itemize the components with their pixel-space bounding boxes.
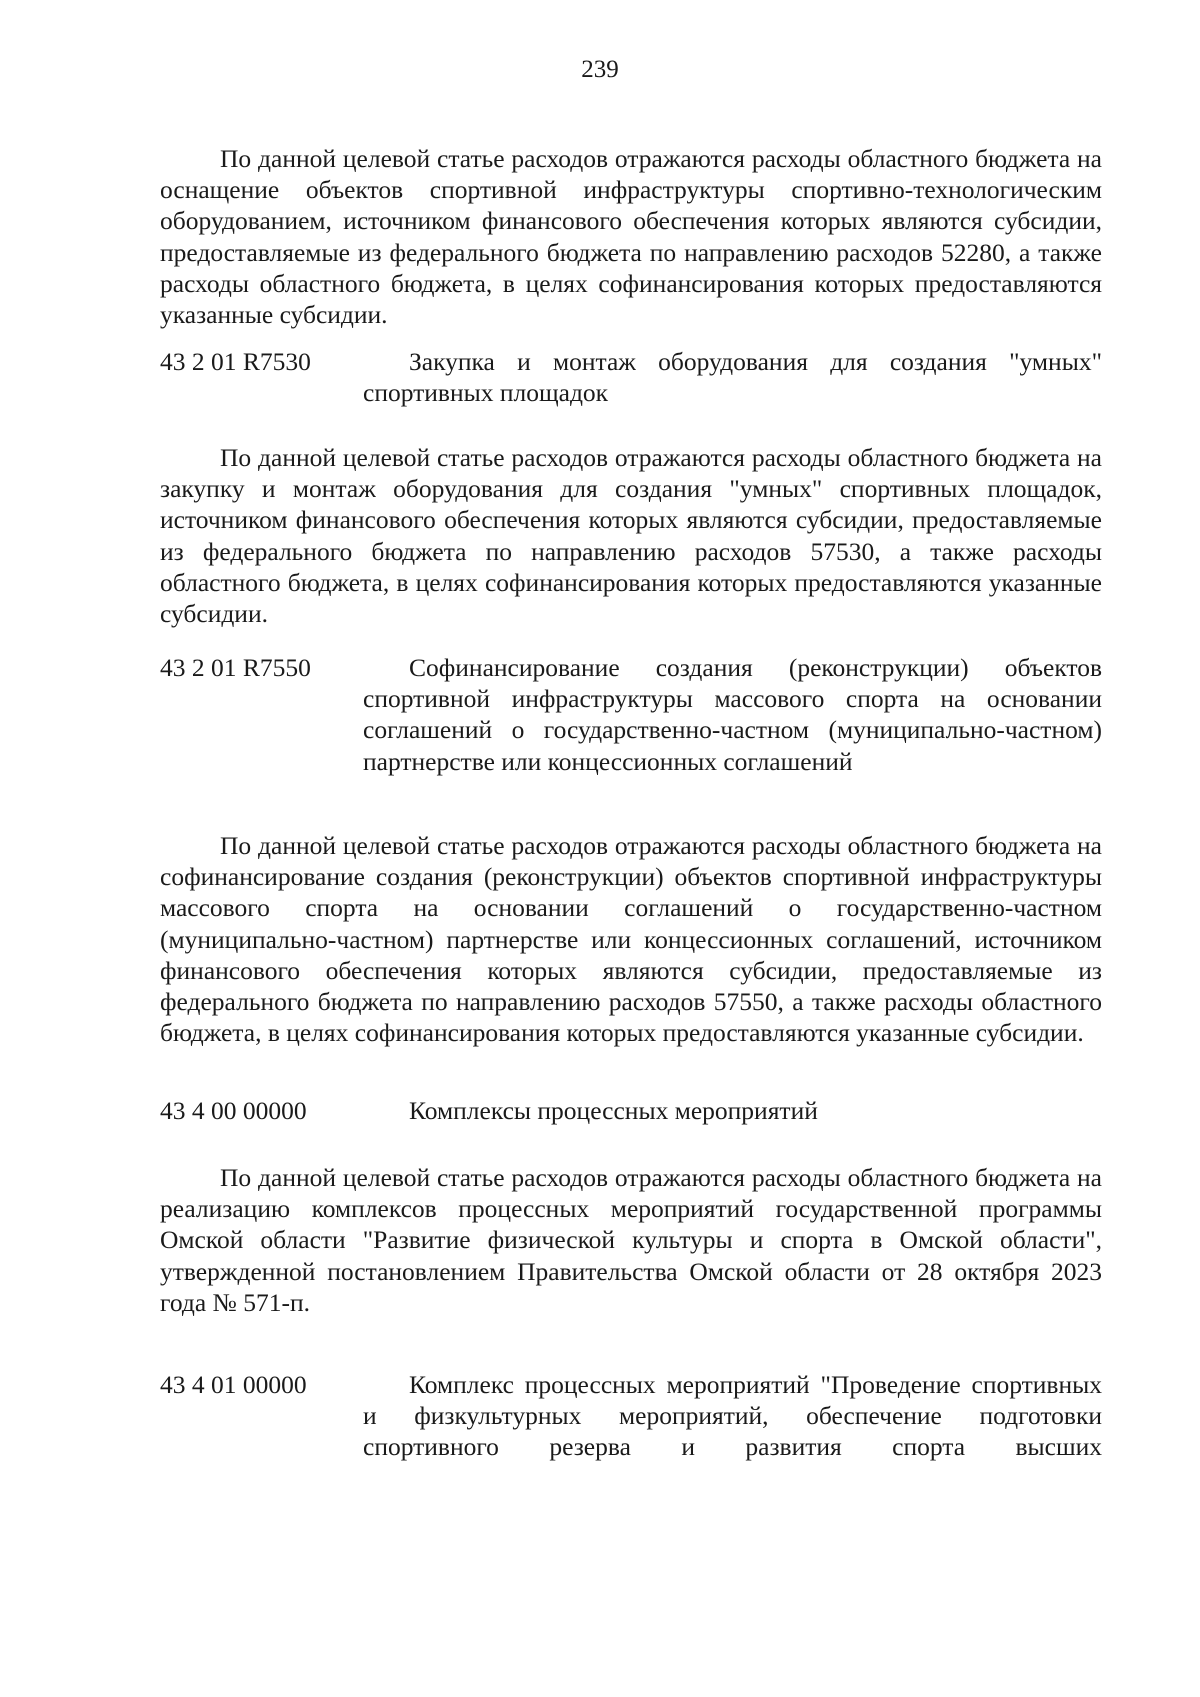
page-number: 239 [581, 56, 619, 83]
entry-code: 43 2 01 R7530 [160, 347, 311, 376]
entry-code: 43 4 00 00000 [160, 1096, 307, 1125]
entry-title: Софинансирование создания (реконструкции) объектов спортивной инфраструктуры массового спорта на основании соглашений о государственно-частном (муниципально-частном) партнерстве или концессионных соглашений [363, 653, 1102, 776]
entry-title: Закупка и монтаж оборудования для создания "умных" спортивных площадок [363, 347, 1102, 408]
paragraph-2: По данной целевой статье расходов отражаются расходы областного бюджета на закупку и монтаж оборудования для создания "умных" спортивных площадок, источником финансового обеспечения которых являются субсидии, предоставляемые из федерального бюджета по направлению расходов 57530, а также расходы областного бюджета, в целях софинансирования которых предоставляются указанные субсидии. [160, 443, 1102, 629]
paragraph-4: По данной целевой статье расходов отражаются расходы областного бюджета на реализацию комплексов процессных мероприятий государственной программы Омской области "Развитие физической культуры и спорта в Омской области", утвержденной постановлением Правительства Омской области от 28 октября 2023 года № 571-п. [160, 1163, 1102, 1317]
paragraph-3: По данной целевой статье расходов отражаются расходы областного бюджета на софинансирование создания (реконструкции) объектов спортивной инфраструктуры массового спорта на основании соглашений о государственно-частном (муниципально-частном) партнерстве или концессионных соглашений, источником финансового обеспечения которых являются субсидии, предоставляемые из федерального бюджета по направлению расходов 57550, а также расходы областного бюджета, в целях софинансирования которых предоставляются указанные субсидии. [160, 831, 1102, 1048]
paragraph-1: По данной целевой статье расходов отражаются расходы областного бюджета на оснащение объектов спортивной инфраструктуры спортивно-технологическим оборудованием, источником финансового обеспечения которых являются субсидии, предоставляемые из федерального бюджета по направлению расходов 52280, а также расходы областного бюджета, в целях софинансирования которых предоставляются указанные субсидии. [160, 144, 1102, 330]
entry-code: 43 4 01 00000 [160, 1370, 307, 1399]
entry-title: Комплексы процессных мероприятий [409, 1096, 818, 1125]
entry-title: Комплекс процессных мероприятий "Проведение спортивных и физкультурных мероприятий, обеспечение подготовки спортивного резерва и развития спорта высших [363, 1370, 1102, 1462]
entry-code: 43 2 01 R7550 [160, 653, 311, 682]
